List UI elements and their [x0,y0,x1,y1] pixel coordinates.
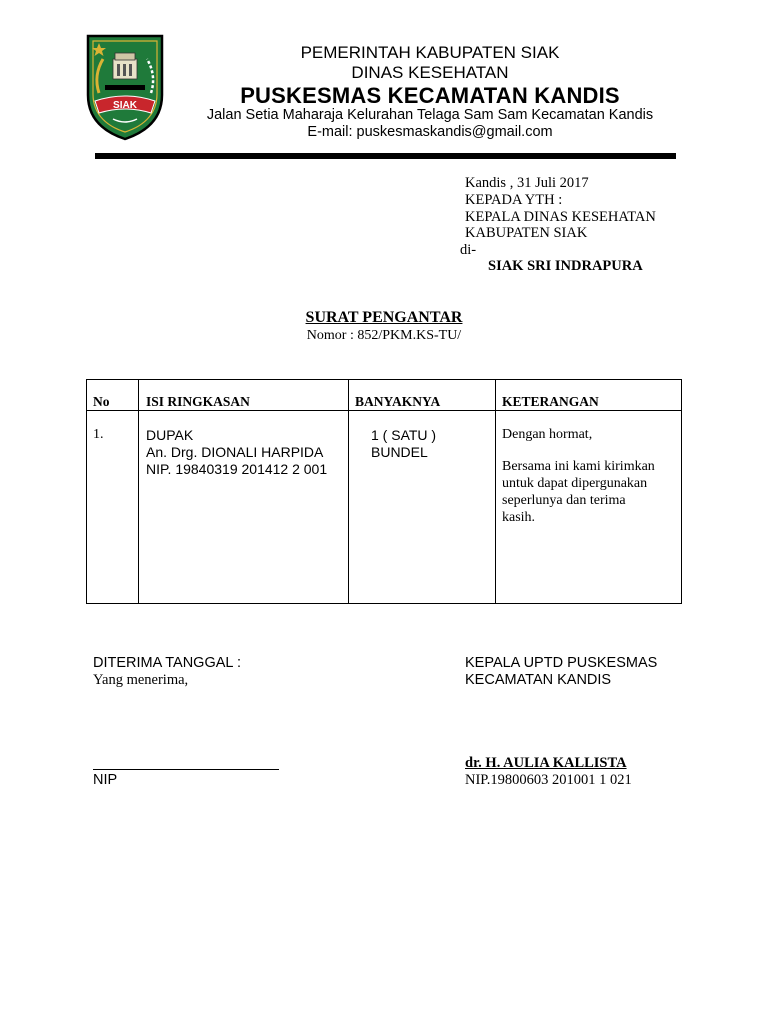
row-no: 1. [93,427,104,442]
summary-table [86,379,682,604]
column-header-isi: ISI RINGKASAN [146,394,250,409]
header-government: PEMERINTAH KABUPATEN SIAK [300,43,560,62]
header-institution: PUSKESMAS KECAMATAN KANDIS [240,83,620,108]
addressee-recipient-2: KABUPATEN SIAK [465,225,588,241]
column-header-no: No [93,394,110,409]
row-ket-line-1: Bersama ini kami kirimkan [502,459,655,474]
row-isi-line-2: An. Drg. DIONALI HARPIDA [146,444,324,460]
head-title-1: KEPALA UPTD PUSKESMAS [465,655,658,671]
siak-regency-logo [85,33,165,141]
row-isi-line-1: DUPAK [146,427,194,443]
header-email: E-mail: puskesmaskandis@gmail.com [307,124,553,140]
row-ket-greeting: Dengan hormat, [502,427,593,442]
addressee-to: KEPADA YTH : [465,192,563,208]
table-divider [348,380,349,603]
row-ket-line-2: untuk dapat dipergunakan [502,476,648,491]
letterhead-divider [95,153,676,159]
table-header-divider [87,410,681,411]
receiver-label: Yang menerima, [93,672,189,688]
column-header-ket: KETERANGAN [502,394,599,409]
logo-text: SIAK [113,100,137,111]
row-ket-line-4: kasih. [502,510,536,525]
receiver-signature-line [93,769,279,770]
head-title-2: KECAMATAN KANDIS [465,672,612,688]
receiver-nip: NIP [93,772,118,788]
row-banyak-line-1: 1 ( SATU ) [371,427,437,443]
head-name: dr. H. AULIA KALLISTA [465,755,627,771]
row-banyak-line-2: BUNDEL [371,444,428,460]
head-nip: NIP.19800603 201001 1 021 [465,772,632,788]
table-divider [138,380,139,603]
letter-number: Nomor : 852/PKM.KS-TU/ [306,328,462,343]
table-divider [495,380,496,603]
addressee-recipient-1: KEPALA DINAS KESEHATAN [465,209,656,225]
letter-title: SURAT PENGANTAR [305,309,463,326]
header-department: DINAS KESEHATAN [351,63,509,82]
received-date-label: DITERIMA TANGGAL : [93,655,241,671]
addressee-di: di- [460,242,477,258]
column-header-banyak: BANYAKNYA [355,394,441,409]
header-address: Jalan Setia Maharaja Kelurahan Telaga Sam Sam Kecamatan Kandis [206,107,654,123]
letter-date: Kandis , 31 Juli 2017 [465,175,589,191]
row-ket-line-3: seperlunya dan terima [502,493,626,508]
addressee-city: SIAK SRI INDRAPURA [488,258,643,274]
row-isi-line-3: NIP. 19840319 201412 2 001 [146,461,328,477]
